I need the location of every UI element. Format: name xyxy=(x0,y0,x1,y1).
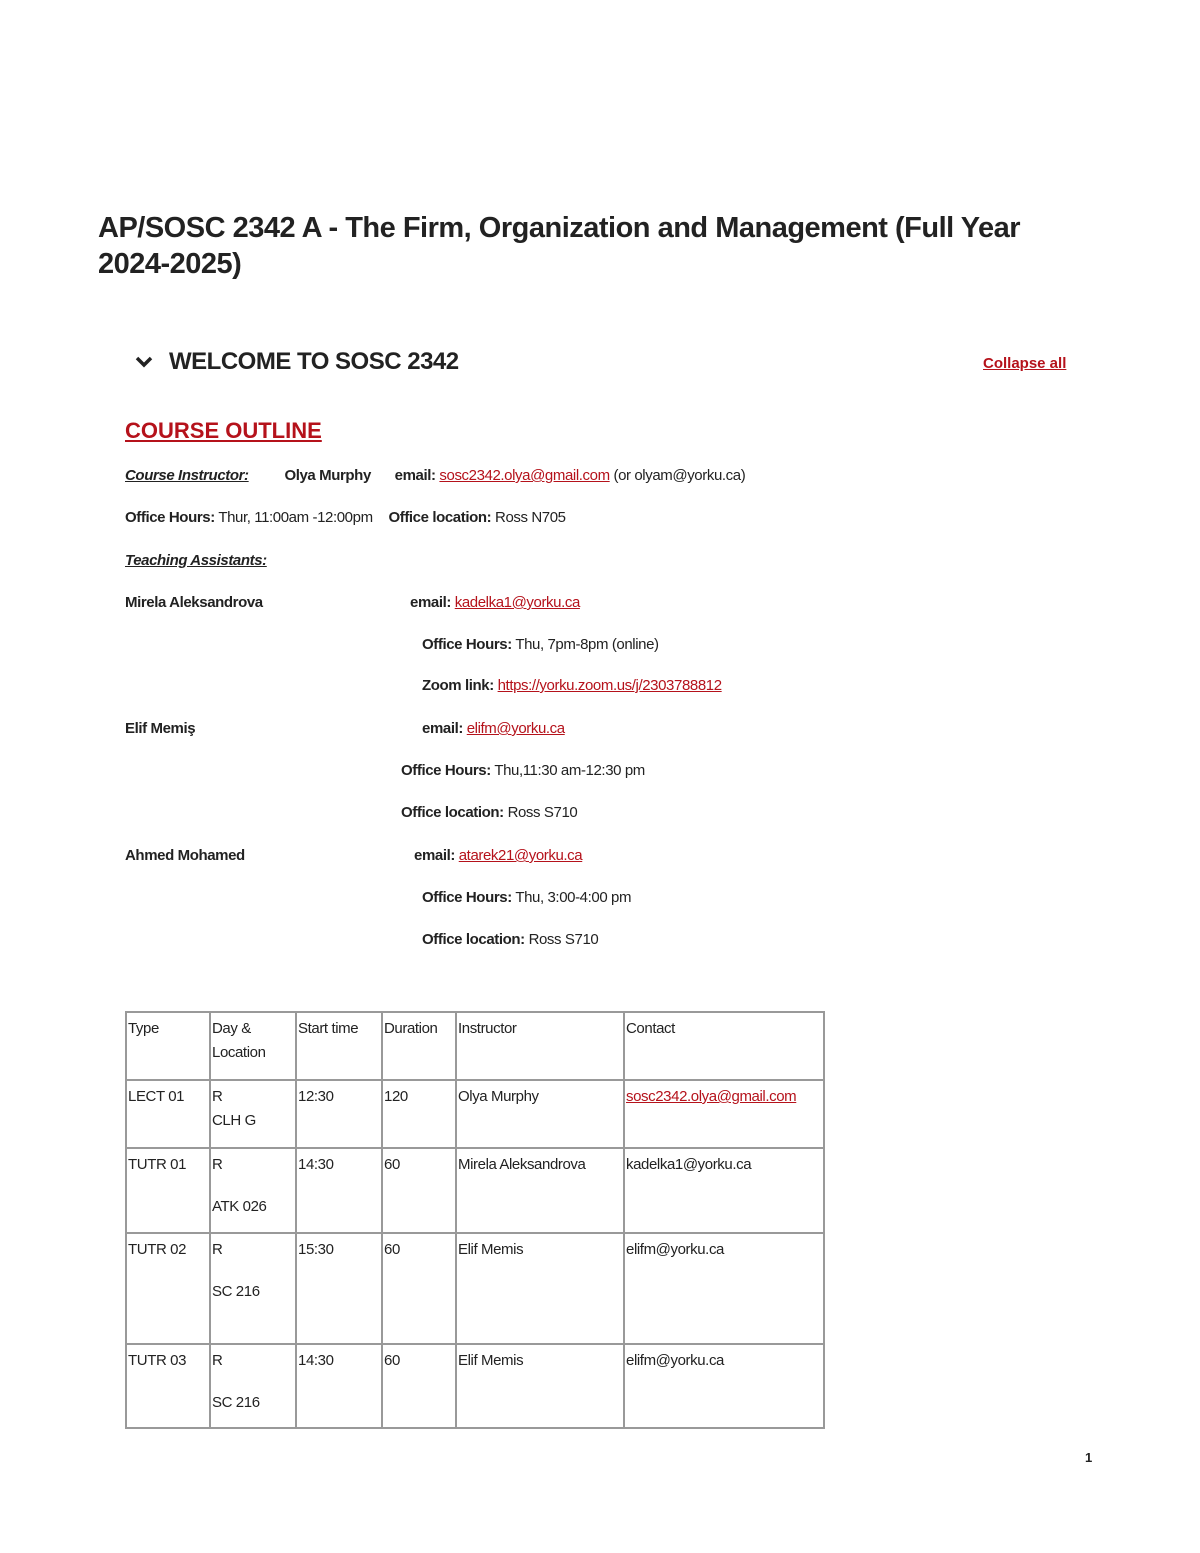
cell-contact: elifm@yorku.ca xyxy=(624,1233,824,1344)
loc-label: Office location: xyxy=(388,509,492,526)
ta-hours-line xyxy=(422,636,659,653)
chevron-down-icon[interactable] xyxy=(133,351,155,373)
section-header[interactable] xyxy=(133,348,459,376)
instructor-hours-line xyxy=(125,509,566,526)
cell-instructor: Mirela Aleksandrova xyxy=(456,1148,624,1233)
ta-zoom-line xyxy=(422,677,722,694)
day: R xyxy=(212,1156,223,1173)
day: R xyxy=(212,1352,223,1369)
location: ATK 026 xyxy=(212,1198,267,1215)
ta-email-link[interactable]: elifm@yorku.ca xyxy=(466,720,565,737)
cell-instructor: Elif Memis xyxy=(456,1233,624,1344)
cell-type: TUTR 01 xyxy=(126,1148,210,1233)
cell-contact: elifm@yorku.ca xyxy=(624,1344,824,1428)
page-title: AP/SOSC 2342 A - The Firm, Organization and Management (Full Year 2024-2025) xyxy=(98,212,1021,280)
cell-instructor: Elif Memis xyxy=(456,1344,624,1428)
instructor-name: Olya Murphy xyxy=(284,467,371,484)
course-outline-link[interactable]: COURSE OUTLINE xyxy=(125,418,322,443)
ta-name: Elif Memiş xyxy=(125,720,196,737)
zoom-label: Zoom link: xyxy=(422,677,494,694)
email-label: email: xyxy=(414,847,455,864)
ta-loc-line xyxy=(422,931,598,948)
col-header: Duration xyxy=(382,1012,456,1080)
loc-label: Office location: xyxy=(401,804,504,821)
loc: Ross S710 xyxy=(507,804,578,821)
email-label: email: xyxy=(410,594,451,611)
ta-label: Teaching Assistants: xyxy=(125,552,267,569)
instructor-email-link[interactable]: sosc2342.olya@gmail.com xyxy=(439,467,610,484)
cell-day-location xyxy=(210,1344,296,1428)
table-row xyxy=(126,1148,824,1233)
alt-email: (or olyam@yorku.ca) xyxy=(613,467,746,484)
cell-duration: 60 xyxy=(382,1148,456,1233)
hours-label: Office Hours: xyxy=(422,636,512,653)
table-header-row xyxy=(126,1012,824,1080)
ta-name: Mirela Aleksandrova xyxy=(125,594,263,611)
cell-contact xyxy=(624,1080,824,1148)
cell-day-location xyxy=(210,1233,296,1344)
cell-start: 14:30 xyxy=(296,1344,382,1428)
cell-type: TUTR 02 xyxy=(126,1233,210,1344)
hours: Thur, 11:00am -12:00pm xyxy=(218,509,373,526)
cell-type: TUTR 03 xyxy=(126,1344,210,1428)
day: R xyxy=(212,1088,223,1105)
cell-duration: 60 xyxy=(382,1344,456,1428)
loc-label: Office location: xyxy=(422,931,525,948)
cell-type: LECT 01 xyxy=(126,1080,210,1148)
cell-duration: 120 xyxy=(382,1080,456,1148)
email-label: email: xyxy=(394,467,436,484)
collapse-all-link[interactable]: Collapse all xyxy=(983,355,1067,372)
ta-email-line xyxy=(410,594,580,611)
contact-email-link[interactable]: sosc2342.olya@gmail.com xyxy=(626,1088,797,1105)
ta-hours-line xyxy=(422,889,631,906)
hours-label: Office Hours: xyxy=(401,762,491,779)
hours-label: Office Hours: xyxy=(125,509,215,526)
col-header: Start time xyxy=(296,1012,382,1080)
col-header: Contact xyxy=(624,1012,824,1080)
ta-email-line xyxy=(414,847,582,864)
hours: Thu, 3:00-4:00 pm xyxy=(515,889,632,906)
table-row xyxy=(126,1344,824,1428)
location: SC 216 xyxy=(212,1394,260,1411)
table-row xyxy=(126,1080,824,1148)
col-header: Day & Location xyxy=(210,1012,296,1080)
cell-start: 14:30 xyxy=(296,1148,382,1233)
col-header: Type xyxy=(126,1012,210,1080)
email-label: email: xyxy=(422,720,463,737)
loc: Ross N705 xyxy=(495,509,566,526)
hours-label: Office Hours: xyxy=(422,889,512,906)
ta-email-line xyxy=(422,720,565,737)
schedule-table xyxy=(125,1011,825,1429)
loc: Ross S710 xyxy=(528,931,599,948)
cell-start: 15:30 xyxy=(296,1233,382,1344)
page-number: 1 xyxy=(1085,1450,1093,1465)
ta-hours-line xyxy=(401,762,645,779)
cell-day-location xyxy=(210,1080,296,1148)
instructor-label: Course Instructor: xyxy=(125,467,249,484)
ta-email-link[interactable]: atarek21@yorku.ca xyxy=(458,847,583,864)
hours: Thu, 7pm-8pm (online) xyxy=(515,636,659,653)
ta-email-link[interactable]: kadelka1@yorku.ca xyxy=(454,594,580,611)
location: SC 216 xyxy=(212,1283,260,1300)
cell-duration: 60 xyxy=(382,1233,456,1344)
hours: Thu,11:30 am-12:30 pm xyxy=(494,762,645,779)
cell-instructor: Olya Murphy xyxy=(456,1080,624,1148)
location: CLH G xyxy=(212,1112,256,1129)
cell-day-location xyxy=(210,1148,296,1233)
day: R xyxy=(212,1241,223,1258)
cell-start: 12:30 xyxy=(296,1080,382,1148)
col-header: Instructor xyxy=(456,1012,624,1080)
zoom-link[interactable]: https://yorku.zoom.us/j/2303788812 xyxy=(497,677,722,694)
section-title: WELCOME TO SOSC 2342 xyxy=(169,348,459,375)
table-row xyxy=(126,1233,824,1344)
ta-name: Ahmed Mohamed xyxy=(125,847,245,864)
cell-contact: kadelka1@yorku.ca xyxy=(624,1148,824,1233)
instructor-line xyxy=(125,467,745,484)
ta-loc-line xyxy=(401,804,577,821)
